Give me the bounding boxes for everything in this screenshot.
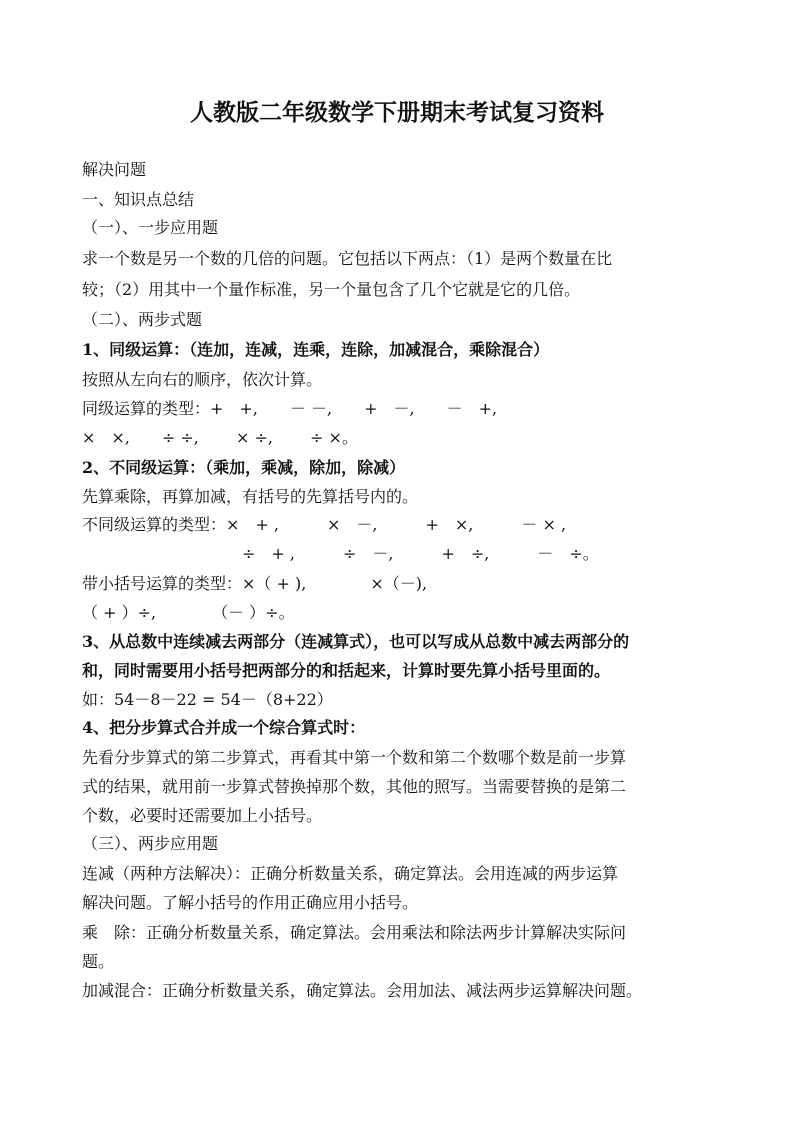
document-title: 人教版二年级数学下册期末考试复习资料 [190, 99, 604, 126]
paragraph-line: ÷ + , ÷ －, + ÷, － ÷。 [82, 544, 599, 563]
paragraph-line: 加减混合：正确分析数量关系，确定算法。会用加法、减法两步运算解决问题。 [82, 981, 643, 1000]
paragraph-line: 连减（两种方法解决）：正确分析数量关系，确定算法。会用连减的两步运算 [82, 864, 619, 883]
paragraph-line: 求一个数是另一个数的几倍的问题。它包括以下两点：（1）是两个数量在比 [82, 249, 613, 268]
paragraph-line: 乘 除：正确分析数量关系，确定算法。会用乘法和除法两步计算解决实际问 [82, 923, 627, 942]
item-heading-subtraction: 3、从总数中连续减去两部分（连减算式），也可以写成从总数中减去两部分的 [82, 632, 630, 651]
paragraph-line: 解决问题。了解小括号的作用正确应用小括号。 [82, 893, 419, 912]
paragraph-line: 按照从左向右的顺序，依次计算。 [82, 370, 323, 389]
paragraph-line: 个数，必要时还需要加上小括号。 [82, 806, 323, 825]
paragraph-line: 带小括号运算的类型：×（ + ), ×（－), [82, 574, 428, 593]
paragraph-line: 和，同时需要用小括号把两部分的和括起来，计算时要先算小括号里面的。 [82, 661, 611, 680]
paragraph-line: × ×, ÷ ÷, × ÷, ÷ ×。 [82, 428, 358, 447]
example-equation: 如：54－8－22 = 54－（8+22） [82, 690, 333, 709]
subsection-heading-two-step-word: （三）、两步应用题 [82, 834, 219, 853]
paragraph-line: 不同级运算的类型：× + , × －, + ×, － × , [82, 515, 567, 534]
section-heading-knowledge-summary: 一、知识点总结 [82, 190, 195, 209]
paragraph-line: 先看分步算式的第二步算式，再看其中第一个数和第二个数哪个数是前一步算 [82, 748, 627, 767]
paragraph-line: 式的结果，就用前一步算式替换掉那个数，其他的照写。当需要替换的是第二 [82, 777, 627, 796]
item-heading-combine: 4、把分步算式合并成一个综合算式时： [82, 718, 366, 737]
paragraph-line: （ + ）÷, （－ ）÷。 [82, 603, 295, 622]
subsection-heading-two-step: （二）、两步式题 [82, 310, 203, 329]
paragraph-line: 较；（2）用其中一个量作标准，另一个量包含了几个它就是它的几倍。 [82, 280, 581, 299]
paragraph-line: 先算乘除，再算加减，有括号的先算括号内的。 [82, 487, 419, 506]
paragraph-line: 同级运算的类型：+ +, － －, + －, － +, [82, 399, 498, 418]
item-heading-mixed-level: 2、不同级运算：（乘加，乘减，除加，除减） [82, 458, 406, 477]
section-heading-problem-solving: 解决问题 [82, 160, 147, 179]
paragraph-line: 题。 [82, 952, 115, 971]
subsection-heading-one-step: （一）、一步应用题 [82, 218, 219, 237]
item-heading-same-level: 1、同级运算：（连加，连减，连乘，连除，加减混合，乘除混合） [82, 340, 550, 359]
